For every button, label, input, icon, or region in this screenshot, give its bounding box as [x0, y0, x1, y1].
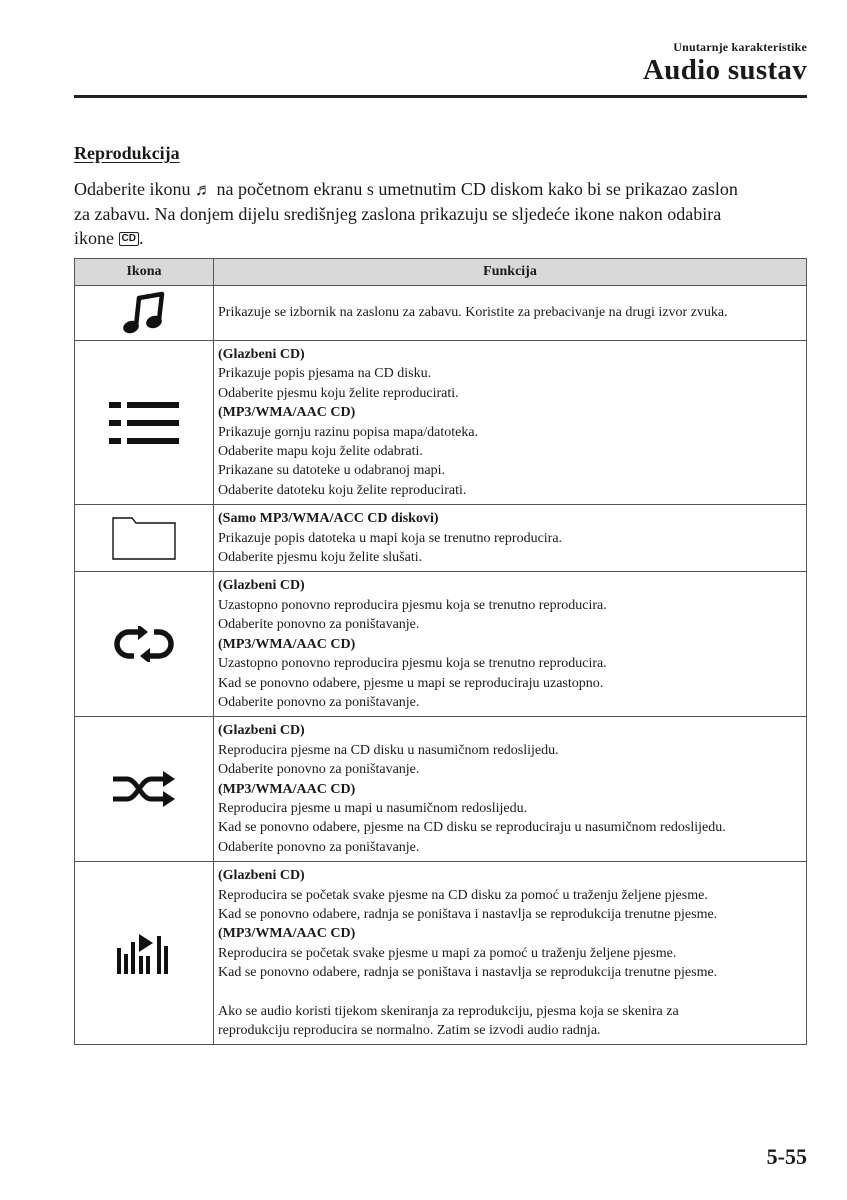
icon-cell	[75, 572, 214, 717]
icon-cell	[75, 717, 214, 862]
music-note-icon	[122, 290, 166, 336]
function-text-line: Reproducira se početak svake pjesme na CD disku za pomoć u traženju željene pjesme.	[218, 887, 708, 903]
intro-text: ikone	[74, 228, 119, 248]
table-row	[75, 572, 807, 717]
function-cell	[214, 572, 807, 717]
cd-type-heading: (MP3/WMA/AAC CD)	[218, 636, 356, 652]
intro-line-1	[74, 177, 814, 202]
shuffle-icon	[113, 771, 175, 807]
function-text-line: Odaberite ponovno za poništavanje.	[218, 617, 420, 633]
section-title: Reprodukcija	[74, 143, 180, 163]
table-row	[75, 505, 807, 572]
running-header: Unutarnje karakteristike	[673, 40, 807, 54]
page-number: 5-55	[766, 1144, 807, 1169]
intro-text: .	[138, 228, 144, 248]
function-text-line: Odaberite pjesmu koju želite reproducirati.	[218, 385, 459, 401]
function-text-line: Odaberite mapu koju želite odabrati.	[218, 444, 423, 460]
function-text-line: Reproducira pjesme u mapi u nasumičnom redoslijedu.	[218, 800, 528, 816]
page-title: Audio sustav	[643, 54, 807, 86]
cd-type-heading: (Glazbeni CD)	[218, 578, 305, 594]
intro-text: Odaberite ikonu	[74, 179, 195, 199]
intro-paragraph	[74, 177, 814, 250]
function-text-line: Kad se ponovno odabere, pjesme u mapi se reproduciraju uzastopno.	[218, 675, 604, 691]
column-header-function: Funkcija	[214, 259, 807, 286]
cd-type-heading: (MP3/WMA/AAC CD)	[218, 781, 356, 797]
repeat-icon	[114, 626, 174, 662]
function-text-line: Odaberite ponovno za poništavanje.	[218, 762, 420, 778]
function-text-line: Kad se ponovno odabere, radnja se poništava i nastavlja se reprodukcija trenutne pjesme.	[218, 965, 718, 981]
function-cell	[214, 341, 807, 505]
function-text-line: Prikazuje gornju razinu popisa mapa/datoteka.	[218, 424, 479, 440]
cd-type-heading: (Glazbeni CD)	[218, 347, 305, 362]
folder-icon	[112, 516, 176, 560]
function-text-line: Prikazuje popis datoteka u mapi koja se trenutno reproducira.	[218, 530, 563, 546]
function-cell	[214, 505, 807, 572]
icon-cell	[75, 862, 214, 1045]
column-header-icon: Ikona	[75, 259, 214, 286]
cd-type-heading: (Glazbeni CD)	[218, 868, 305, 884]
icon-cell	[75, 286, 214, 341]
icon-cell	[75, 505, 214, 572]
function-text-line: Uzastopno ponovno reproducira pjesmu koja se trenutno reproducira.	[218, 656, 607, 672]
cd-type-heading: (Glazbeni CD)	[218, 723, 305, 739]
function-text-line: Odaberite pjesmu koju želite slušati.	[218, 550, 423, 566]
function-cell	[214, 862, 807, 1045]
function-cell	[214, 717, 807, 862]
scan-icon	[117, 932, 171, 974]
cd-type-heading: (Samo MP3/WMA/ACC CD diskovi)	[218, 511, 439, 527]
function-cell	[214, 286, 807, 341]
function-text-line: Prikazuje se izbornik na zaslonu za zabavu. Koristite za prebacivanje na drugi izvor zvuka.	[218, 305, 728, 321]
table-header-row	[75, 259, 807, 286]
function-table	[74, 258, 807, 1045]
cd-icon: CD	[119, 232, 139, 246]
table-row	[75, 717, 807, 862]
paragraph-gap	[218, 983, 802, 1002]
function-text-line: Kad se ponovno odabere, pjesme na CD disku se reproduciraju u nasumičnom redoslijedu.	[218, 820, 726, 836]
function-text-line: Odaberite ponovno za poništavanje.	[218, 694, 420, 710]
function-text-line: Odaberite ponovno za poništavanje.	[218, 839, 420, 855]
music-note-icon: ♬	[194, 180, 212, 199]
list-icon	[109, 402, 179, 444]
intro-line-2: za zabavu. Na donjem dijelu središnjeg zaslona prikazuju se sljedeće ikone nakon odabira	[74, 204, 722, 224]
header-divider	[74, 95, 807, 98]
cd-type-heading: (MP3/WMA/AAC CD)	[218, 405, 356, 421]
function-text-line: Reproducira se početak svake pjesme u mapi za pomoć u traženju željene pjesme.	[218, 945, 677, 961]
table-row	[75, 341, 807, 505]
function-text-line: reprodukciju reproducira se normalno. Zatim se izvodi audio radnja.	[218, 1023, 601, 1038]
function-text-line: Reproducira pjesme na CD disku u nasumičnom redoslijedu.	[218, 742, 559, 758]
function-text-line: Prikazuje popis pjesama na CD disku.	[218, 366, 432, 382]
intro-line-3	[74, 226, 814, 250]
function-text-line: Kad se ponovno odabere, radnja se poništava i nastavlja se reprodukcija trenutne pjesme.	[218, 906, 718, 922]
intro-text: na početnom ekranu s umetnutim CD diskom kako bi se prikazao zaslon	[211, 179, 738, 199]
function-text-line: Ako se audio koristi tijekom skeniranja za reprodukciju, pjesma koja se skenira za	[218, 1003, 679, 1019]
cd-type-heading: (MP3/WMA/AAC CD)	[218, 926, 356, 942]
icon-cell	[75, 341, 214, 505]
table-row	[75, 286, 807, 341]
table-row	[75, 862, 807, 1045]
function-text-line: Uzastopno ponovno reproducira pjesmu koja se trenutno reproducira.	[218, 597, 607, 613]
function-text-line: Prikazane su datoteke u odabranoj mapi.	[218, 463, 446, 479]
function-text-line: Odaberite datoteku koju želite reproducirati.	[218, 482, 467, 498]
